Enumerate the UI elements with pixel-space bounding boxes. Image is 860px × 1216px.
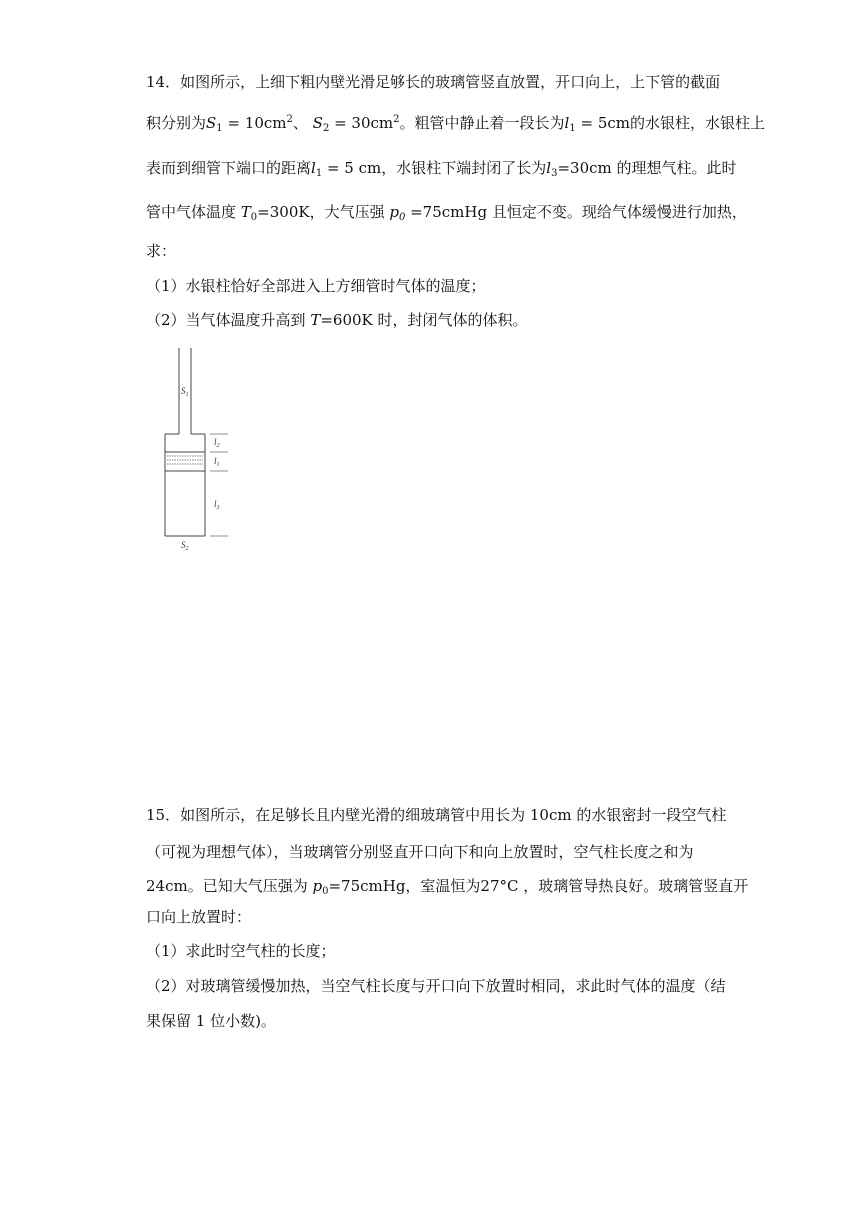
label-s2: $S_2$ (181, 540, 189, 552)
q14-line-5: 求： (146, 242, 177, 260)
q14-part-2: （2）当气体温度升高到 T=600K 时，封闭气体的体积。 (146, 311, 528, 329)
q14-line-2: 积分别为$S_1 = 10cm^2$、 $S_2 = 30cm^2$。粗管中静止着一段长为$l_1 = 5cm$的水银柱，水银柱上 (146, 114, 766, 134)
q15-line-1: 15．如图所示，在足够长且内壁光滑的细玻璃管中用长为 10cm 的水银密封一段空气柱 (146, 806, 727, 824)
glass-tube-figure (150, 340, 250, 560)
q15-part-1: （1）求此时空气柱的长度； (146, 942, 336, 960)
q15-line-2: （可视为理想气体），当玻璃管分别竖直开口向下和向上放置时，空气柱长度之和为 (146, 843, 694, 861)
label-l3: $l_3$ (214, 499, 220, 511)
q15-line-3: 24cm。已知大气压强为 $p_0=75cmHg$，室温恒为27°C ，玻璃管导热良好。玻璃管竖直开 (146, 877, 749, 897)
q15-part-2-cont: 果保留 1 位小数)。 (146, 1012, 276, 1030)
q14-part-1: （1）水银柱恰好全部进入上方细管时气体的温度； (146, 277, 486, 295)
q14-line-4: 管中气体温度 $T_0=300K$，大气压强 $p_0$ =75cmHg 且恒定不变。现给气体缓慢进行加热， (146, 203, 747, 223)
q14-line-1: 14．如图所示，上细下粗内壁光滑足够长的玻璃管竖直放置，开口向上，上下管的截面 (146, 73, 721, 91)
label-s1: $S_1$ (181, 386, 189, 398)
label-l2: $l_2$ (214, 437, 220, 449)
label-l1: $l_1$ (214, 456, 220, 468)
q14-line-3: 表而到细管下端口的距离$l_1 = 5$ cm，水银柱下端封闭了长为$l_3=30cm$ 的理想气柱。此时 (146, 159, 737, 179)
q15-part-2: （2）对玻璃管缓慢加热，当空气柱长度与开口向下放置时相同，求此时气体的温度（结 (146, 977, 726, 995)
q15-line-4: 口向上放置时： (146, 908, 252, 926)
